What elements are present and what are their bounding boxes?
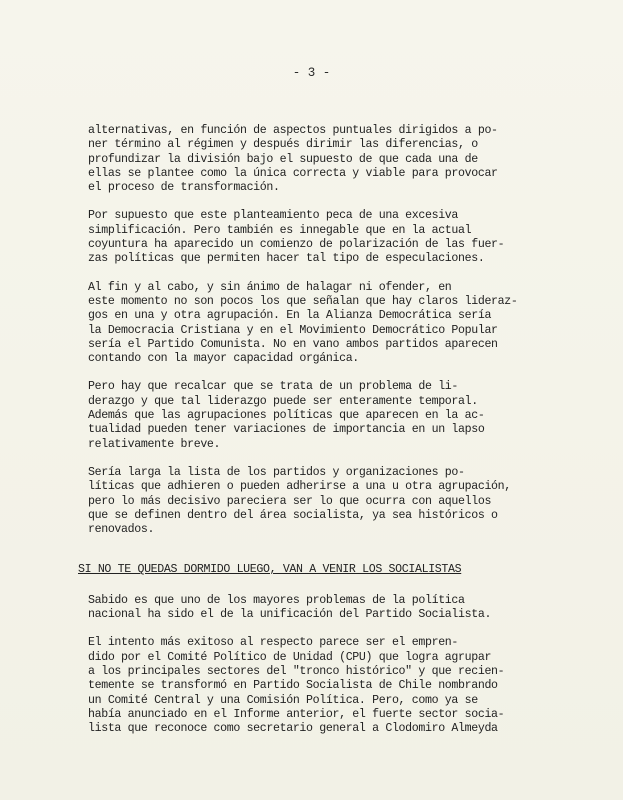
text-line: coyuntura ha aparecido un comienzo de polarización de las fuer- — [88, 238, 505, 252]
text-line: un Comité Central y una Comisión Política. Pero, como ya se — [88, 693, 478, 707]
text-line: alternativas, en función de aspectos puntuales dirigidos a po- — [88, 124, 498, 137]
text-line: dido por el Comité Político de Unidad (CPU) que logra agrupar — [88, 650, 492, 664]
text-line: gos en una y otra agrupación. En la Alianza Democrática sería — [88, 309, 492, 323]
text-line: este momento no son pocos los que señalan que hay claros lideraz- — [88, 294, 518, 308]
text-line: contando con la mayor capacidad orgánica. — [88, 352, 359, 366]
section-heading: SI NO TE QUEDAS DORMIDO LUEGO, VAN A VENIR LOS SOCIALISTAS — [78, 563, 462, 577]
paragraph-2 — [88, 209, 540, 266]
text-line: El intento más exitoso al respecto parece ser el empren- — [88, 636, 459, 650]
paragraph-3 — [88, 281, 540, 367]
text-line: pero lo más decisivo pareciera ser lo que ocurra con aquellos — [88, 494, 492, 508]
text-line: nacional ha sido el de la unificación del Partido Socialista. — [88, 608, 492, 622]
text-line: líticas que adhieren o pueden adherirse a una u otra agrupación, — [88, 480, 511, 494]
text-line: Sabido es que uno de los mayores problemas de la política — [88, 593, 465, 607]
text-line: profundizar la división bajo el supuesto de que cada una de — [88, 152, 478, 166]
text-line: el proceso de transformación. — [88, 181, 280, 195]
page-number: - 3 - — [292, 66, 331, 80]
text-line: Además que las agrupaciones políticas que aparecen en la ac- — [88, 409, 485, 423]
text-line: ner término al régimen y después dirimir las diferencias, o — [88, 138, 478, 152]
text-line: temente se transformó en Partido Socialista de Chile nombrando — [88, 679, 498, 693]
paragraph-4 — [88, 380, 540, 451]
text-line: la Democracia Cristiana y en el Movimiento Democrático Popular — [88, 323, 498, 337]
text-line: a los principales sectores del "tronco histórico" y que recien- — [88, 664, 505, 678]
text-line: derazgo y que tal liderazgo puede ser enteramente temporal. — [88, 394, 478, 408]
text-line: Por supuesto que este planteamiento peca de una excesiva — [88, 209, 459, 223]
text-line: Sería larga la lista de los partidos y organizaciones po- — [88, 465, 465, 479]
document-body — [78, 124, 540, 750]
text-line: relativamente breve. — [88, 437, 221, 451]
text-line: zas políticas que permiten hacer tal tipo de especulaciones. — [88, 252, 485, 266]
text-line: simplificación. Pero también es innegable que en la actual — [88, 223, 472, 237]
text-line: que se definen dentro del área socialista, ya sea históricos o — [88, 508, 498, 522]
text-line: había anunciado en el Informe anterior, el fuerte sector socia- — [88, 707, 505, 721]
text-line: ellas se plantee como la única correcta y viable para provocar — [88, 166, 498, 180]
text-line: Al fin y al cabo, y sin ánimo de halagar ni ofender, en — [88, 280, 452, 294]
text-line: sería el Partido Comunista. No en vano ambos partidos aparecen — [88, 337, 498, 351]
text-line: lista que reconoce como secretario general a Clodomiro Almeyda — [88, 722, 498, 736]
paragraph-5 — [88, 466, 540, 537]
section-paragraph-2 — [88, 636, 540, 736]
text-line: renovados. — [88, 523, 155, 537]
paragraph-1 — [88, 124, 540, 195]
text-line: tualidad pueden tener variaciones de importancia en un lapso — [88, 423, 485, 437]
section-paragraph-1 — [88, 594, 540, 623]
text-line: Pero hay que recalcar que se trata de un problema de li- — [88, 380, 459, 394]
